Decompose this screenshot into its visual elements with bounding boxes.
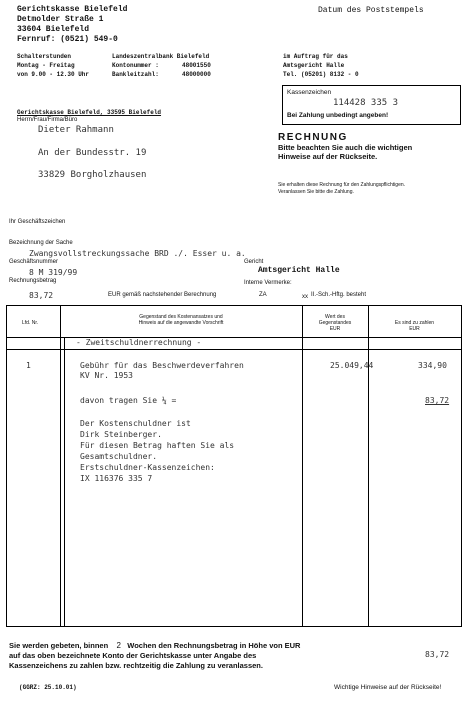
section-title: - Zweitschuldnerrechnung - (76, 338, 202, 347)
header-desc-line1: Gegenstand des Kostenansatzes und (139, 314, 223, 320)
footer-line3: Kassenzeichens zu zahlen bzw. rechtzeitig die Zahlung zu veranlassen. (9, 661, 263, 670)
matter-value: Zwangsvollstreckungssache BRD ./. Esser u. a. (29, 249, 246, 258)
row-pay: 334,90 (418, 361, 447, 370)
row-desc (80, 361, 244, 381)
note-line: Der Kostenschuldner ist (80, 419, 191, 428)
recipient-city: 33829 Borgholzhausen (38, 170, 147, 180)
office-days: Montag - Freitag (17, 62, 75, 69)
sch-note: II.-Sch.-Hftg. besteht (311, 292, 367, 298)
note-line: Dirk Steinberger. (80, 430, 162, 439)
issuer-street: Detmolder Straße 1 (17, 15, 104, 24)
commission-phone: Tel. (05201) 8132 - 0 (283, 71, 359, 78)
kassenzeichen-box (282, 85, 461, 125)
kassenzeichen-note: Bei Zahlung unbedingt angeben! (287, 112, 389, 119)
table-header-line2 (6, 349, 462, 350)
table-header-line (6, 337, 462, 338)
table-left-border (6, 305, 7, 626)
account-number: 48001550 (182, 62, 211, 69)
commission-line2: Amtsgericht Halle (283, 62, 345, 69)
invoice-info-line1: Sie erhalten diese Rechnung für den Zahlungspflichtigen. (278, 182, 406, 188)
recipient-street: An der Bundesstr. 19 (38, 148, 147, 158)
issuer-block (17, 5, 127, 45)
recipient-name: Dieter Rahmann (38, 125, 114, 135)
footer-line1a: Sie werden gebeten, binnen (9, 641, 109, 650)
note-line: IX 116376 335 7 (80, 474, 153, 483)
header-value-line1: Wert des (325, 314, 345, 320)
invoice-notice-line1: Bitte beachten Sie auch die wichtigen (278, 143, 413, 152)
amount-label: Rechnungsbetrag (9, 278, 57, 284)
header-desc-line2: Hinweis auf die angewandte Vorschrift (138, 320, 224, 326)
row-desc-line1: Gebühr für das Beschwerdeverfahren (80, 361, 244, 370)
amount-value: 83,72 (29, 291, 54, 300)
table-col2-divider (302, 305, 303, 626)
commission-block (283, 52, 359, 79)
court-value: Amtsgericht Halle (258, 266, 340, 275)
issuer-phone: Fernruf: (0521) 549-0 (17, 35, 118, 44)
file-value: 8 M 319/99 (29, 268, 78, 277)
blz-number: 48000000 (182, 71, 211, 78)
file-label: Geschäftsnummer (9, 259, 59, 265)
footer-line2: auf das oben bezeichnete Konto der Gerichtskasse unter Angabe des (9, 651, 257, 660)
postmark-label: Datum des Poststempels (318, 6, 424, 15)
internal-label: Interne Vermerke: (244, 280, 292, 286)
note-line: Gesamtschuldner. (80, 452, 158, 461)
matter-label: Bezeichnung der Sache (9, 240, 73, 246)
za-label: ZA (259, 292, 267, 298)
header-pay-line2: EUR (409, 326, 420, 332)
note-line: Erstschuldner-Kassenzeichen: (80, 463, 215, 472)
header-desc (60, 314, 302, 326)
form-code: (GGRZ: 25.10.01) (19, 684, 77, 691)
kassenzeichen-label: Kassenzeichen (287, 89, 332, 96)
share-text: davon tragen Sie ¼ = (80, 396, 177, 405)
bank-name: Landeszentralbank Bielefeld (112, 53, 210, 60)
notes-block (80, 418, 234, 484)
footer-amount: 83,72 (425, 650, 450, 659)
your-ref-label: Ihr Geschäftszeichen (9, 219, 66, 225)
header-nr: Lfd. Nr. (22, 320, 39, 326)
table-top-line (6, 305, 462, 306)
header-pay-line1: Es sind zu zahlen (394, 320, 435, 326)
footer-weeks: 2 (116, 641, 121, 650)
court-label: Gericht (244, 259, 264, 265)
table-col3-divider (368, 305, 369, 626)
footer-line1b: Wochen den Rechnungsbetrag in Höhe von EUR (127, 641, 301, 650)
kassenzeichen-value: 114428 335 3 (333, 98, 399, 108)
table-col1-divider (60, 305, 61, 626)
table-bottom-line (6, 626, 462, 627)
back-note: Wichtige Hinweise auf der Rückseite! (334, 684, 442, 691)
issuer-city: 33604 Bielefeld (17, 25, 90, 34)
issuer-name: Gerichtskasse Bielefeld (17, 5, 128, 14)
row-value: 25.049,44 (330, 361, 374, 370)
header-value (302, 314, 368, 332)
office-time: von 9.00 - 12.30 Uhr (17, 71, 90, 78)
recipient-label: Herrn/Frau/Firma/Büro (17, 117, 78, 123)
xx-mark: xx (302, 294, 308, 300)
footer-text (9, 641, 300, 671)
share-amount: 83,72 (425, 396, 450, 405)
table-right-border (461, 305, 462, 626)
invoice-notice (278, 143, 412, 161)
row-desc-line2: KV Nr. 1953 (80, 371, 133, 380)
header-pay (368, 320, 461, 332)
row-nr: 1 (26, 361, 31, 370)
commission-line1: im Auftrag für das (283, 53, 348, 60)
invoice-info-line2: Veranlassen Sie bitte die Zahlung. (278, 189, 354, 195)
bank-details (112, 52, 232, 79)
note-line: Für diesen Betrag haften Sie als (80, 441, 235, 450)
account-label: Kontonummer : (112, 62, 159, 69)
invoice-notice-line2: Hinweise auf der Rückseite. (278, 152, 378, 161)
invoice-info (278, 182, 405, 196)
blz-label: Bankleitzahl: (112, 71, 159, 78)
office-hours-label: Schalterstunden (17, 53, 72, 60)
table-col1-divider2 (64, 337, 65, 626)
eur-note: EUR gemäß nachstehender Berechnung (108, 292, 217, 298)
invoice-title: RECHNUNG (278, 132, 348, 143)
sender-line: Gerichtskasse Bielefeld, 33595 Bielefeld (17, 109, 162, 116)
office-hours (17, 52, 89, 79)
header-value-line2: Gegenstandes (318, 320, 352, 326)
header-value-line3: EUR (329, 326, 341, 332)
